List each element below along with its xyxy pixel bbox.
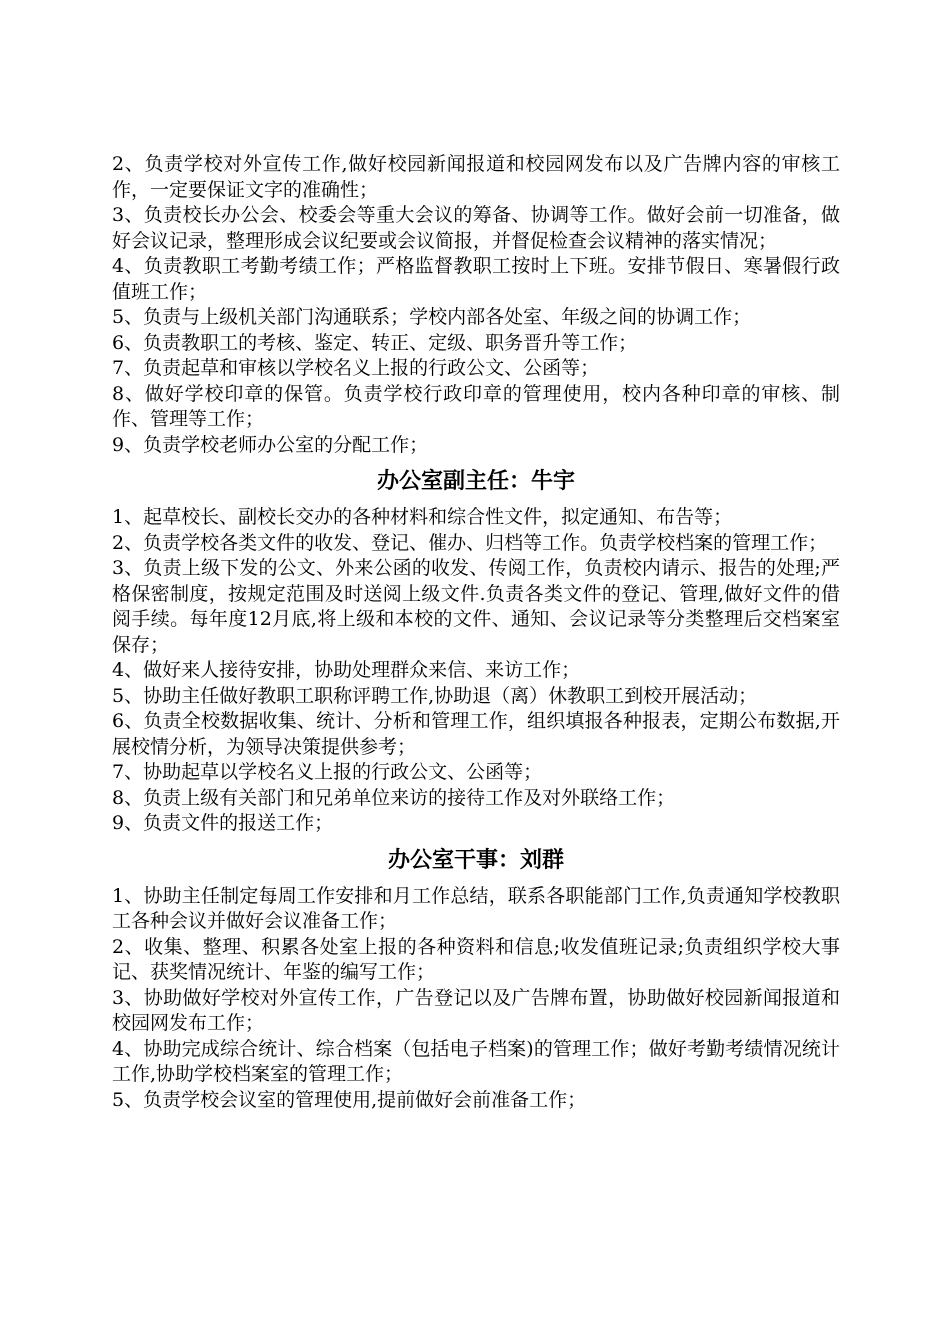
duty-item: 6、负责教职工的考核、鉴定、转正、定级、职务晋升等工作； [112, 331, 638, 354]
duty-item: 2、负责学校对外宣传工作,做好校园新闻报道和校园网发布以及广告牌内容的审核工作，一定要保证文字的准确性； [112, 153, 840, 201]
duty-item: 2、负责学校各类文件的收发、登记、催办、归档等工作。负责学校档案的管理工作； [112, 531, 828, 554]
duty-item: 1、协助主任制定每周工作安排和月工作总结，联系各职能部门工作,负责通知学校教职工各种会议并做好会议准备工作； [112, 884, 840, 932]
duty-item: 8、做好学校印章的保管。负责学校行政印章的管理使用，校内各种印章的审核、制作、管理等工作； [112, 382, 840, 430]
duty-item: 2、收集、整理、积累各处室上报的各种资料和信息;收发值班记录;负责组织学校大事记、获奖情况统计、年鉴的编写工作； [112, 935, 840, 983]
duty-item: 3、协助做好学校对外宣传工作，广告登记以及广告牌布置，协助做好校园新闻报道和校园网发布工作； [112, 986, 840, 1034]
duty-item: 7、负责起草和审核以学校名义上报的行政公文、公函等； [112, 357, 600, 379]
duty-item: 4、负责教职工考勤考绩工作；严格监督教职工按时上下班。安排节假日、寒暑假行政值班工作； [112, 255, 840, 303]
duty-item: 6、负责全校数据收集、统计、分析和管理工作，组织填报各种报表，定期公布数据,开展校情分析，为领导决策提供参考； [112, 710, 840, 758]
duty-item: 4、协助完成综合统计、综合档案（包括电子档案)的管理工作；做好考勤考绩情况统计工作,协助学校档案室的管理工作； [112, 1037, 840, 1085]
section-deputy-director-duties [112, 505, 840, 837]
section-clerk-duties [112, 884, 840, 1114]
duty-item: 8、负责上级有关部门和兄弟单位来访的接待工作及对外联络工作； [112, 786, 676, 809]
document-page [112, 152, 840, 1113]
section-heading-clerk: 办公室干事：刘群 [387, 847, 564, 873]
section-heading-deputy-director: 办公室副主任：牛宇 [376, 469, 575, 494]
duty-item: 3、负责校长办公会、校委会等重大会议的筹备、协调等工作。做好会前一切准备，做好会议记录，整理形成会议纪要或会议简报，并督促检查会议精神的落实情况； [112, 204, 840, 252]
duty-item: 4、做好来人接待安排，协助处理群众来信、来访工作； [112, 659, 581, 681]
duty-item: 5、负责与上级机关部门沟通联系；学校内部各处室、年级之间的协调工作； [112, 306, 752, 328]
duty-item: 9、负责学校老师办公室的分配工作； [112, 433, 429, 456]
duty-item: 7、协助起草以学校名义上报的行政公文、公函等； [112, 761, 543, 783]
duty-item: 5、协助主任做好教职工职称评聘工作,协助退（离）休教职工到校开展活动； [112, 684, 758, 707]
section-director-duties [112, 152, 840, 458]
duty-item: 5、负责学校会议室的管理使用,提前做好会前准备工作； [112, 1088, 587, 1111]
duty-item: 1、起草校长、副校长交办的各种材料和综合性文件，拟定通知、布告等； [112, 506, 733, 528]
duty-item: 3、负责上级下发的公文、外来公函的收发、传阅工作，负责校内请示、报告的处理;严格保密制度，按规定范围及时送阅上级文件.负责各类文件的登记、管理,做好文件的借阅手续。每年度12月底,将上级和本校的文件、通知、会议记录等分类整理后交档案室保存； [112, 557, 840, 656]
duty-item: 9、负责文件的报送工作； [112, 812, 334, 834]
